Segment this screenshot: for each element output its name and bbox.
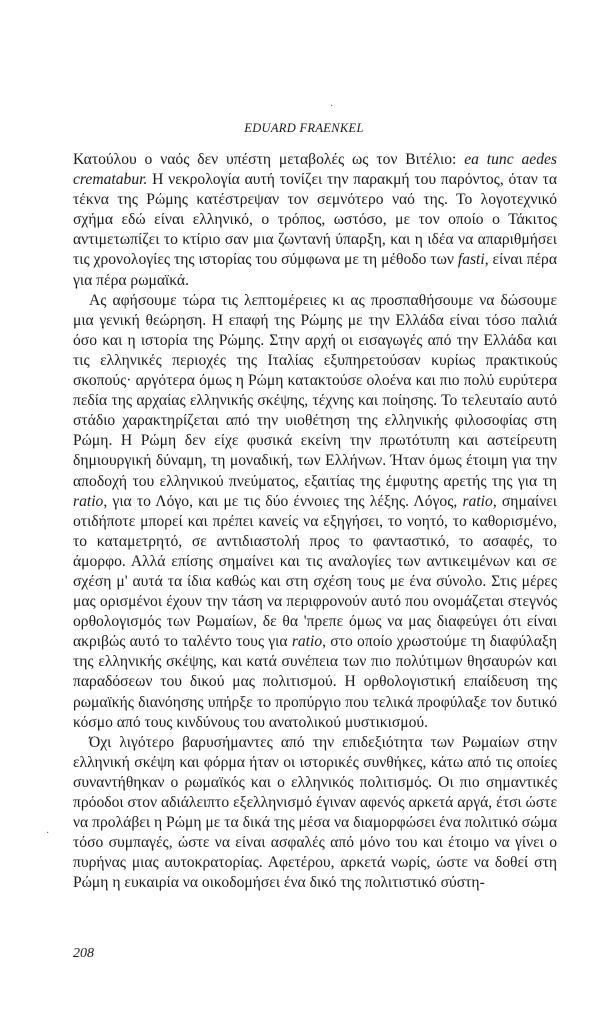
paragraph [73,150,557,291]
text-run: Ας αφήσουμε τώρα τις λεπτομέρειες κι ας προσπαθήσουμε να δώσουμε μια γενική θεώρηση. Η επαφή της Ρώμης με την Ελλάδα είναι τόσο παλιά όσο και η ιστορία της Ρώμης. Στην αρχή οι εισαγωγές από την Ελλάδα και τις ελληνικές περιοχές της Ιταλίας εξυπηρετούσαν κυρίως πρακτικούς σκοπούς· αργότερα όμως η Ρώμη κατακτούσε ολοένα και πιο πολύ ευρύτερα πεδία της αρχαίας ελληνικής σκέψης, τέχνης και ποίησης. Το τελευταίο αυτό στάδιο χαρακτηρίζεται από την υιοθέτηση της ελληνικής φιλοσοφίας στη Ρώμη. Η Ρώμη δεν είχε φυσικά εκείνη την πρωτότυπη και αστείρευτη δημιουργική δύναμη, τη μοναδική, των Ελλήνων. Ήταν όμως έτοιμη για την αποδοχή του ελληνικού πνεύματος, εξαιτίας της έμφυτης αρετής της για τη [73,291,557,490]
text-run: Η νεκρολογία αυτή τονίζει την παρακμή του παρόντος, όταν τα τέκνα της Ρώμης κατέστρεψαν τον σεμνότερο ναό της. Το λογοτεχνικό σχήμα εδώ είναι ελληνικό, ο τρόπος, ωστόσο, με τον οποίο ο Τάκιτος αντιμετωπίζει το κτίριο σαν μια ζωντανή ύπαρξη, και η ιδέα να απαριθμήσει τις χρονολογίες της ιστορίας του σύμφωνα με τη μέθοδο των [73,171,557,269]
running-header: EDUARD FRAENKEL [244,121,364,135]
paragraph [73,733,557,894]
italic-term: ratio [73,492,104,510]
body-text [73,150,557,893]
text-run: , στο οποίο χρωστούμε τη διαφύλαξη της ελληνικής σκέψης, και κατά συνέπεια των πιο πολύτιμων θησαυρών και παραδόσεων του δικού μας πολιτισμού. Η ορθολογιστική επαίδευση της ρωμαϊκής διανόησης υπήρξε το προπύργιο που τελικά προφύλαξε τον δυτικό κόσμο από τους κινδύνους του ανατολικού μυστικισμού. [73,633,557,731]
margin-mark: · [46,828,50,839]
speck-mark: · [330,101,334,112]
text-run: Όχι λιγότερο βαρυσήμαντες από την επιδεξιότητα των Ρωμαίων στην ελληνική σκέψη και φόρμα ήταν οι ιστορικές συνθήκες, κάτω από τις οποίες συναντήθηκαν ο ρωμαϊκός και ο ελληνικός πολιτισμός. Οι πιο σημαντικές πρόοδοι στον αδιάλειπτο εξελληνισμό έγιναν αφενός αρκετά αργά, έτσι ώστε να προλάβει η Ρώμη με τα δικά της μέσα να διαμορφώσει ένα πολιτικό σώμα τόσο συμπαγές, ώστε να είναι ασφαλές από μόνο του και έτοιμο να γίνει ο πυρήνας μιας αυτοκρατορίας. Αφετέρου, αρκετά νωρίς, ώστε να δοθεί στη Ρώμη η ευκαιρία να οικοδομήσει ένα δικό της πολιτιστικό σύστη- [73,733,557,892]
text-run: Κατούλου ο ναός δεν υπέστη μεταβολές ως τον Βιτέλιο: [73,151,465,168]
text-run: , είναι πέρα για πέρα ρωμαϊκά. [73,251,557,289]
text-run: , σημαίνει οτιδήποτε μπορεί και πρέπει κανείς να εξηγήσει, το νοητό, το καθορισμένο, το καταμετρητό, σε αντιδιαστολή προς το φανταστικό, το ασαφές, το άμορφο. Αλλά επίσης σημαίνει και τις αναλογίες των αντικειμένων και σε σχέση μ' αυτά τα ίδια καθώς και στη σχέση τους με ένα σύνολο. Στις μέρες μας ορισμένοι έχουν την τάση να περιφρονούν αυτό που ονομάζεται στεγνός ορθολογισμός των Ρωμαίων, δε θα 'πρεπε όμως να μας διαφεύγει ότι είναι ακριβώς αυτό το ταλέντο τους για [73,492,557,651]
italic-term: ratio [291,633,323,651]
italic-term: ratio [462,492,493,510]
paragraph [73,291,557,733]
page-number: 208 [73,946,94,961]
italic-term: fasti [457,251,485,269]
text-run: , για το Λόγο, και με τις δύο έννοιες της λέξης. Λόγος, [103,492,463,510]
italic-term: ea tunc aedes crematabur. [73,151,557,189]
